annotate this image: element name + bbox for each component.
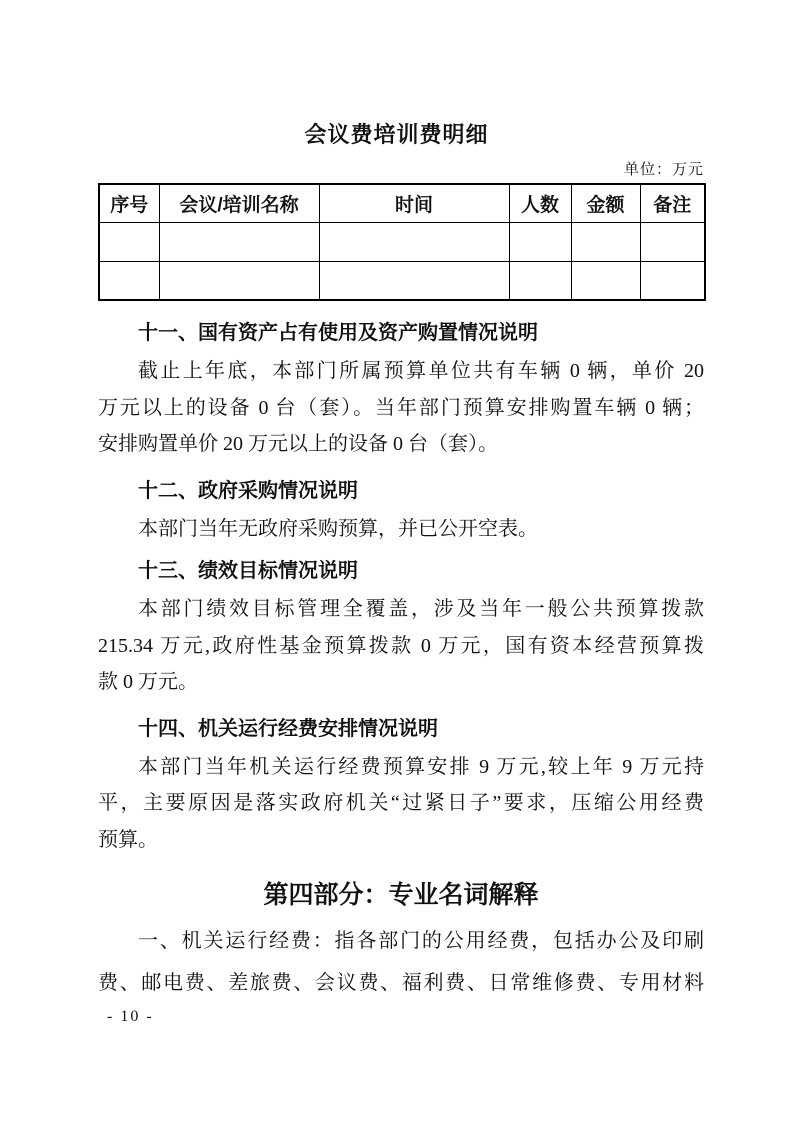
section-14-paragraph-line: 本部门当年机关运行经费预算安排 9 万元,较上年 9 万元持 <box>138 755 704 778</box>
section-14-paragraph-line: 预算。 <box>98 828 158 851</box>
unit-label: 单位：万元 <box>623 162 704 178</box>
section-14-heading: 十四、机关运行经费安排情况说明 <box>138 717 438 740</box>
table-cell <box>159 261 319 300</box>
table-cell <box>319 222 509 261</box>
header-people-count: 人数 <box>509 184 571 222</box>
meeting-training-fee-table <box>98 183 706 301</box>
document-title: 会议费培训费明细 <box>304 122 489 147</box>
table-cell <box>640 222 705 261</box>
table-cell <box>509 261 571 300</box>
section-11-paragraph-line: 安排购置单价 20 万元以上的设备 0 台（套）。 <box>98 433 498 455</box>
section-13-paragraph-line: 本部门绩效目标管理全覆盖，涉及当年一般公共预算拨款 <box>138 598 704 620</box>
header-remark: 备注 <box>640 184 705 222</box>
header-serial-number: 序号 <box>99 184 159 222</box>
header-time: 时间 <box>319 184 509 222</box>
table-cell <box>99 222 159 261</box>
table-row <box>99 222 705 261</box>
part-4-paragraph-line: 费、邮电费、差旅费、会议费、福利费、日常维修费、专用材料 <box>98 972 704 994</box>
table-cell <box>159 222 319 261</box>
section-11-paragraph-line: 截止上年底，本部门所属预算单位共有车辆 0 辆，单价 20 <box>138 360 704 382</box>
table-cell <box>99 261 159 300</box>
page-number: - 10 - <box>107 1008 154 1025</box>
section-12-heading: 十二、政府采购情况说明 <box>138 479 358 502</box>
table-cell <box>319 261 509 300</box>
section-11-heading: 十一、国有资产占有使用及资产购置情况说明 <box>138 322 538 344</box>
table-row <box>99 261 705 300</box>
section-12-paragraph-line: 本部门当年无政府采购预算，并已公开空表。 <box>138 517 538 540</box>
header-meeting-training-name: 会议/培训名称 <box>159 184 319 222</box>
table-cell <box>509 222 571 261</box>
table-header-row <box>99 184 705 222</box>
section-11-paragraph-line: 万元以上的设备 0 台（套）。当年部门预算安排购置车辆 0 辆； <box>98 396 704 419</box>
table-cell <box>571 222 640 261</box>
section-13-heading: 十三、绩效目标情况说明 <box>138 560 358 582</box>
table-cell <box>571 261 640 300</box>
document-body <box>98 313 704 1004</box>
part-4-heading: 第四部分：专业名词解释 <box>263 882 539 909</box>
table-cell <box>640 261 705 300</box>
section-14-paragraph-line: 平，主要原因是落实政府机关“过紧日子”要求，压缩公用经费 <box>98 792 704 814</box>
header-amount: 金额 <box>571 184 640 222</box>
section-13-paragraph-line: 款 0 万元。 <box>98 671 198 693</box>
part-4-paragraph-line: 一、机关运行经费：指各部门的公用经费，包括办公及印刷 <box>138 930 704 952</box>
section-13-paragraph-line: 215.34 万元,政府性基金预算拨款 0 万元，国有资本经营预算拨 <box>98 634 704 657</box>
